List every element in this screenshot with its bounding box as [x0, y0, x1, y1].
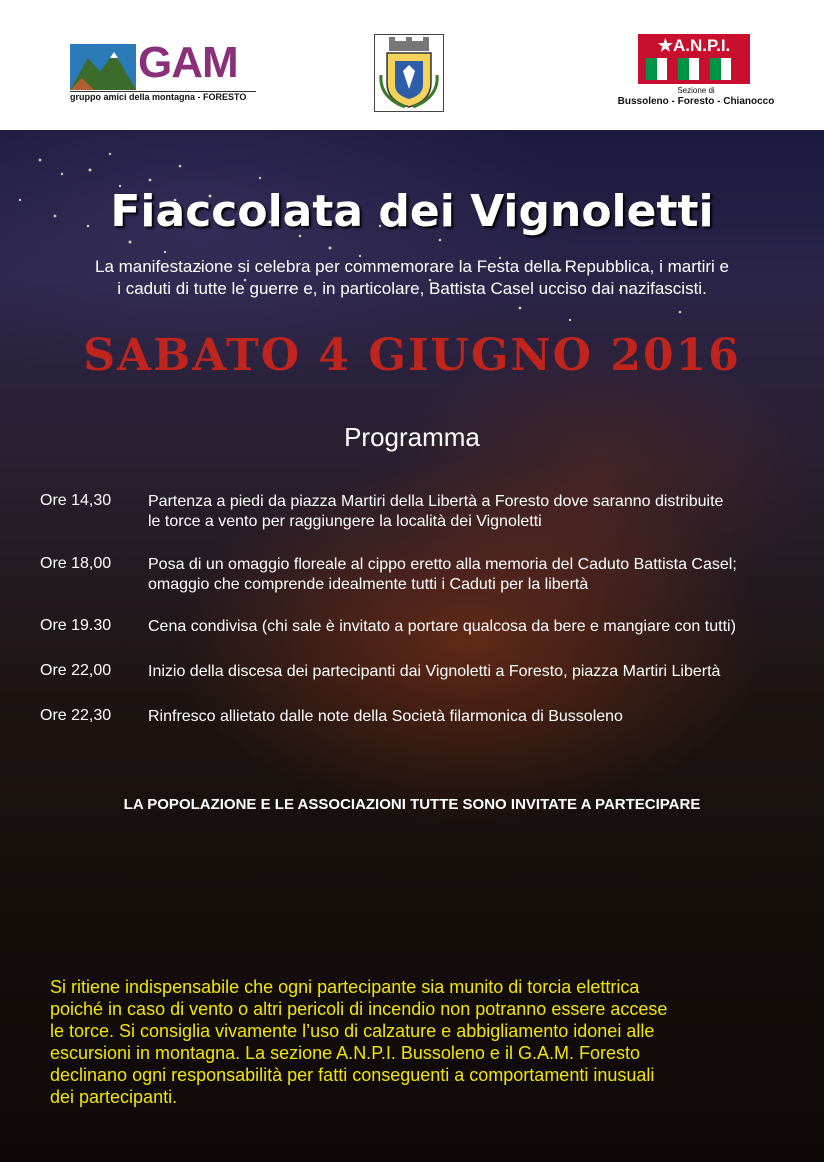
gam-wordmark: GAM	[138, 38, 238, 87]
schedule-time: Ore 14,30	[40, 492, 112, 509]
gam-subtitle: gruppo amici della montagna - FORESTO	[70, 91, 256, 102]
intro-line: La manifestazione si celebra per commemorare la Festa della Repubblica, i martiri e	[94, 257, 729, 276]
intro-line: i caduti di tutte le guerre e, in particolare, Battista Casel ucciso dai nazifascisti.	[117, 279, 707, 298]
schedule-description	[148, 617, 808, 637]
schedule-line: Inizio della discesa dei partecipanti dai Vignoletti a Foresto, piazza Martiri Libertà	[148, 663, 721, 680]
notice-line: le torce. Si consiglia vivamente l’uso di calzature e abbigliamento idonei alle	[50, 1021, 655, 1041]
schedule-description	[148, 662, 808, 682]
call-to-action: LA POPOLAZIONE E LE ASSOCIAZIONI TUTTE SONO INVITATE A PARTECIPARE	[123, 796, 701, 813]
anpi-badge	[638, 34, 750, 84]
mountain-icon	[70, 44, 136, 90]
schedule-time: Ore 19.30	[40, 617, 112, 634]
schedule-time: Ore 18,00	[40, 555, 112, 572]
notice-line: escursioni in montagna. La sezione A.N.P.I. Bussoleno e il G.A.M. Foresto	[50, 1043, 640, 1063]
anpi-locations: Bussoleno - Foresto - Chianocco	[617, 96, 775, 107]
notice-line: Si ritiene indispensabile che ogni partecipante sia munito di torcia elettrica	[50, 977, 640, 997]
schedule-line: Partenza a piedi da piazza Martiri della Libertà a Foresto dove saranno distribuite	[148, 493, 724, 510]
gam-logo	[70, 38, 256, 102]
program-heading: Programma	[344, 422, 480, 452]
event-title: Fiaccolata dei Vignoletti	[110, 186, 714, 237]
star-icon: ★	[657, 36, 673, 55]
notice-line: poiché in caso di vento o altri pericoli di incendio non potranno essere accese	[50, 999, 668, 1019]
safety-notice	[50, 976, 790, 1108]
notice-line: declinano ogni responsabilità per fatti conseguenti a comportamenti inusuali	[50, 1065, 655, 1085]
schedule-description	[148, 492, 808, 532]
schedule-description	[148, 707, 808, 727]
event-date: SABATO 4 GIUGNO 2016	[83, 330, 741, 381]
schedule-time: Ore 22,30	[40, 707, 112, 724]
schedule-time: Ore 22,00	[40, 662, 112, 679]
event-intro	[30, 256, 794, 300]
schedule-line: Rinfresco allietato dalle note della Società filarmonica di Bussoleno	[148, 708, 623, 725]
notice-line: dei partecipanti.	[50, 1087, 178, 1107]
schedule-line: Cena condivisa (chi sale è invitato a portare qualcosa da bere e mangiare con tutti)	[148, 618, 736, 635]
logo-header	[0, 0, 824, 130]
anpi-logo	[606, 34, 786, 114]
schedule-line: le torce a vento per raggiungere la località dei Vignoletti	[148, 513, 542, 530]
schedule-line: Posa di un omaggio floreale al cippo eretto alla memoria del Caduto Battista Casel;	[148, 556, 737, 573]
anpi-title	[638, 36, 750, 56]
schedule-description	[148, 555, 808, 595]
italian-flag-icon	[646, 58, 742, 80]
anpi-title-text: A.N.P.I.	[672, 36, 731, 55]
anpi-section-label: Sezione di	[677, 86, 715, 95]
municipal-crest-icon	[374, 34, 444, 112]
schedule-line: omaggio che comprende idealmente tutti i Caduti per la libertà	[148, 576, 589, 593]
